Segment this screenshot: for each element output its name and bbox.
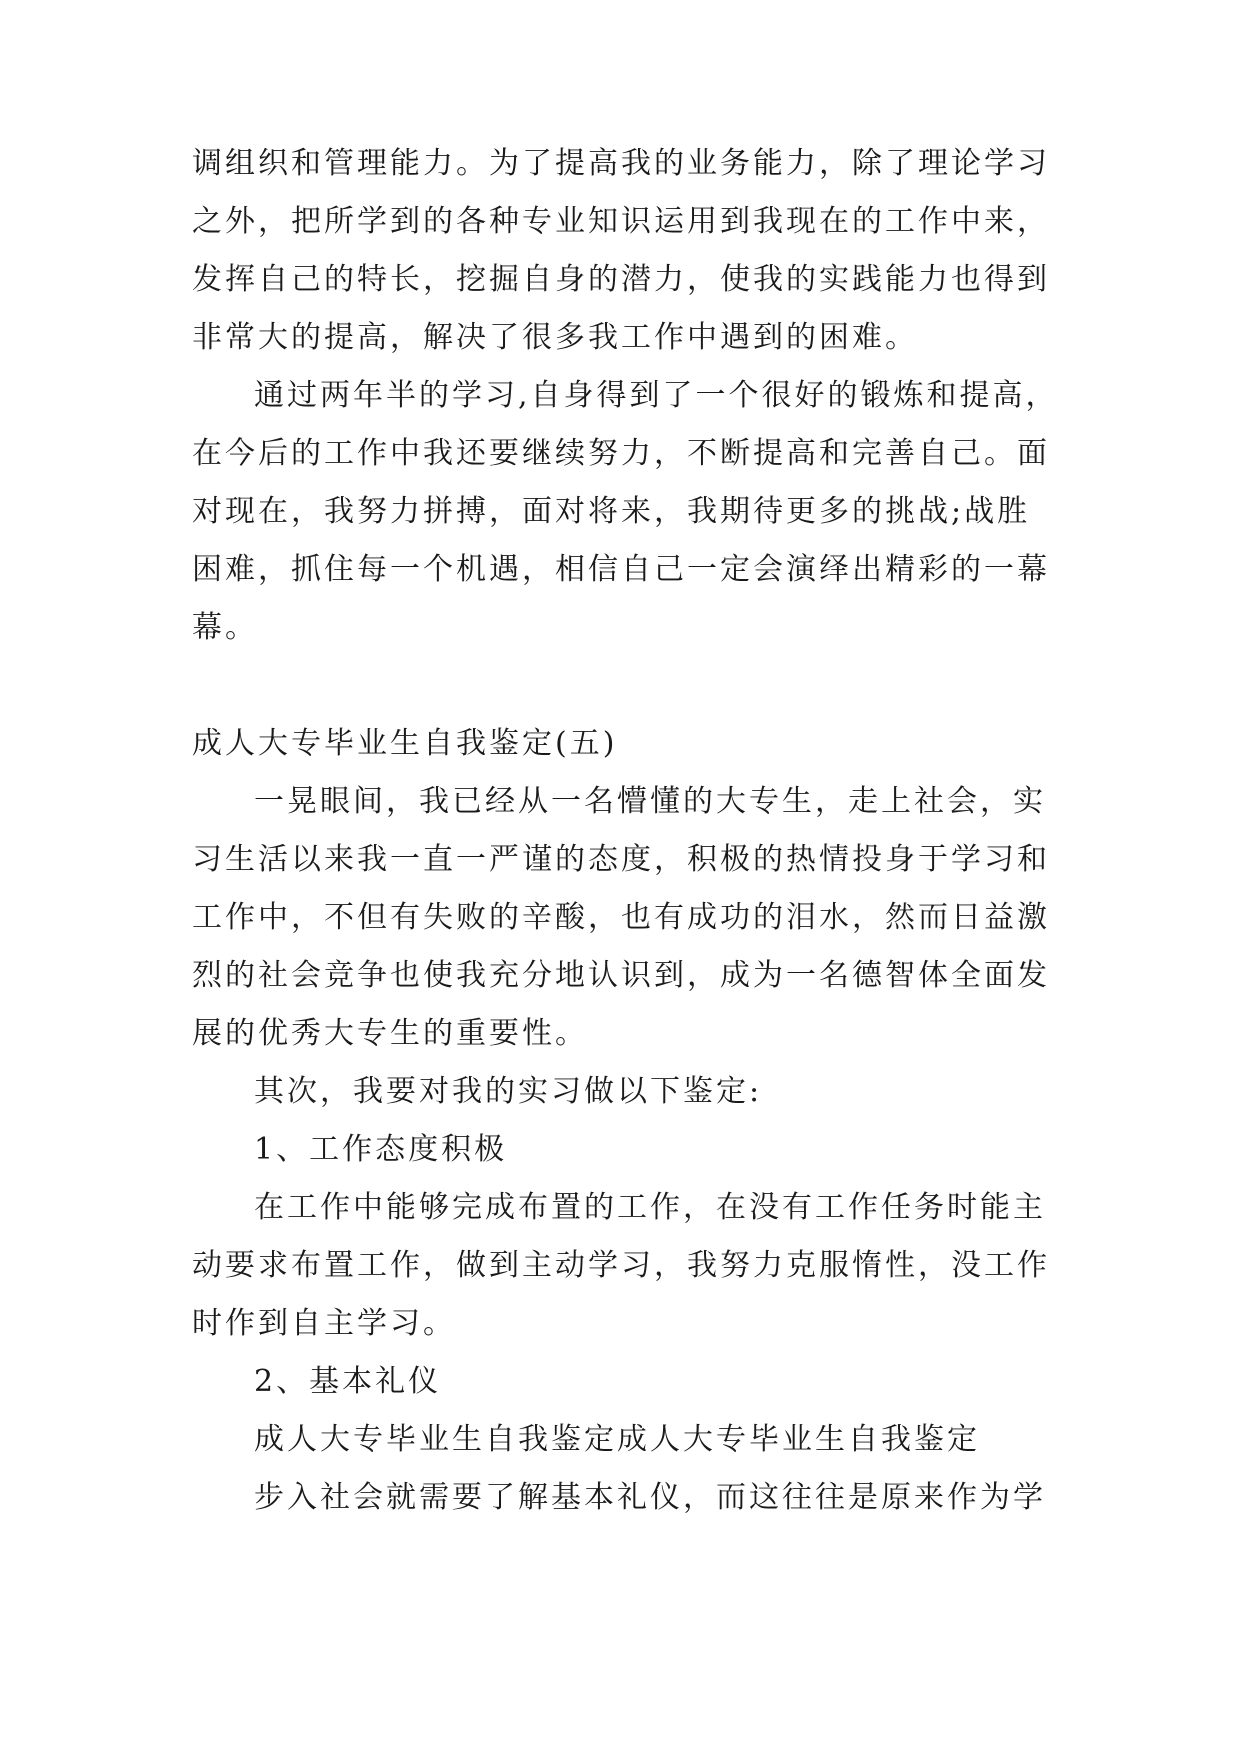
section-title: 成人大专毕业生自我鉴定(五) (192, 726, 618, 761)
paragraph-line: 在工作中能够完成布置的工作，在没有工作任务时能主 (254, 1190, 1046, 1225)
paragraph-line: 困难，抓住每一个机遇，相信自己一定会演绎出精彩的一幕 (192, 552, 1050, 587)
paragraph-line: 非常大的提高，解决了很多我工作中遇到的困难。 (192, 320, 918, 355)
paragraph-line: 发挥自己的特长，挖掘自身的潜力，使我的实践能力也得到 (192, 262, 1050, 297)
paragraph-line: 对现在，我努力拼搏，面对将来，我期待更多的挑战;战胜 (192, 494, 1031, 529)
paragraph-line: 其次，我要对我的实习做以下鉴定: (254, 1074, 763, 1109)
paragraph-line: 步入社会就需要了解基本礼仪，而这往往是原来作为学 (254, 1480, 1046, 1515)
item-heading: 2、基本礼仪 (254, 1364, 442, 1399)
paragraph-line: 之外，把所学到的各种专业知识运用到我现在的工作中来， (192, 204, 1050, 239)
paragraph-line: 时作到自主学习。 (192, 1306, 456, 1341)
item-heading: 1、工作态度积极 (254, 1132, 508, 1167)
paragraph-line: 习生活以来我一直一严谨的态度，积极的热情投身于学习和 (192, 842, 1050, 877)
paragraph-line: 在今后的工作中我还要继续努力，不断提高和完善自己。面 (192, 436, 1050, 471)
paragraph-line: 动要求布置工作，做到主动学习，我努力克服惰性，没工作 (192, 1248, 1050, 1283)
paragraph-line: 展的优秀大专生的重要性。 (192, 1016, 588, 1051)
paragraph-line: 幕。 (192, 610, 258, 645)
paragraph-line: 一晃眼间，我已经从一名懵懂的大专生，走上社会，实 (254, 784, 1046, 819)
paragraph-line: 调组织和管理能力。为了提高我的业务能力，除了理论学习 (192, 146, 1050, 181)
paragraph-line: 工作中，不但有失败的辛酸，也有成功的泪水，然而日益激 (192, 900, 1050, 935)
repeated-title-line: 成人大专毕业生自我鉴定成人大专毕业生自我鉴定 (254, 1422, 980, 1457)
paragraph-line: 烈的社会竞争也使我充分地认识到，成为一名德智体全面发 (192, 958, 1050, 993)
paragraph-line: 通过两年半的学习,自身得到了一个很好的锻炼和提高， (254, 378, 1059, 413)
